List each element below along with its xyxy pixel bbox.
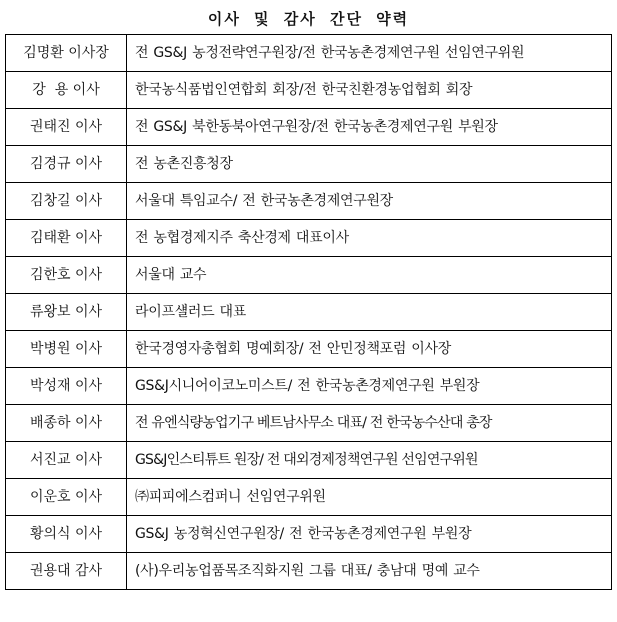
table-row <box>6 331 612 368</box>
table-row <box>6 35 612 72</box>
table-row <box>6 516 612 553</box>
table-row <box>6 553 612 590</box>
member-name: 박성재 이사 <box>6 368 127 405</box>
member-career: 전 유엔식량농업기구 베트남사무소 대표/ 전 한국농수산대 총장 <box>127 405 612 442</box>
member-name: 서진교 이사 <box>6 442 127 479</box>
table-row <box>6 146 612 183</box>
member-career: GS&J인스티튜트 원장/ 전 대외경제정책연구원 선임연구위원 <box>127 442 612 479</box>
table-row <box>6 405 612 442</box>
member-career: ㈜피피에스컴퍼니 선임연구위원 <box>127 479 612 516</box>
member-career: 전 농협경제지주 축산경제 대표이사 <box>127 220 612 257</box>
member-name: 배종하 이사 <box>6 405 127 442</box>
member-name: 김태환 이사 <box>6 220 127 257</box>
member-career: 서울대 교수 <box>127 257 612 294</box>
member-name: 김경규 이사 <box>6 146 127 183</box>
member-career: 전 GS&J 북한동북아연구원장/전 한국농촌경제연구원 부원장 <box>127 109 612 146</box>
member-career: 한국농식품법인연합회 회장/전 한국친환경농업협회 회장 <box>127 72 612 109</box>
table-row <box>6 294 612 331</box>
table-row <box>6 257 612 294</box>
member-career: 전 GS&J 농정전략연구원장/전 한국농촌경제연구원 선임연구위원 <box>127 35 612 72</box>
member-name: 김한호 이사 <box>6 257 127 294</box>
member-name: 강 용 이사 <box>6 72 127 109</box>
table-row <box>6 442 612 479</box>
member-name: 김창길 이사 <box>6 183 127 220</box>
board-roster-table <box>5 34 612 590</box>
member-name: 황의식 이사 <box>6 516 127 553</box>
member-name: 이운호 이사 <box>6 479 127 516</box>
member-name: 권용대 감사 <box>6 553 127 590</box>
member-career: GS&J 농정혁신연구원장/ 전 한국농촌경제연구원 부원장 <box>127 516 612 553</box>
member-name: 류왕보 이사 <box>6 294 127 331</box>
table-row <box>6 183 612 220</box>
member-name: 박병원 이사 <box>6 331 127 368</box>
member-career: 한국경영자총협회 명예회장/ 전 안민정책포럼 이사장 <box>127 331 612 368</box>
table-row <box>6 368 612 405</box>
member-name: 권태진 이사 <box>6 109 127 146</box>
table-row <box>6 72 612 109</box>
table-row <box>6 109 612 146</box>
member-name: 김명환 이사장 <box>6 35 127 72</box>
member-career: GS&J시니어이코노미스트/ 전 한국농촌경제연구원 부원장 <box>127 368 612 405</box>
table-row <box>6 220 612 257</box>
member-career: 라이프섈러드 대표 <box>127 294 612 331</box>
member-career: 서울대 특임교수/ 전 한국농촌경제연구원장 <box>127 183 612 220</box>
table-row <box>6 479 612 516</box>
member-career: 전 농촌진흥청장 <box>127 146 612 183</box>
page-title: 이사 및 감사 간단 약력 <box>207 10 410 28</box>
member-career: (사)우리농업품목조직화지원 그룹 대표/ 충남대 명예 교수 <box>127 553 612 590</box>
